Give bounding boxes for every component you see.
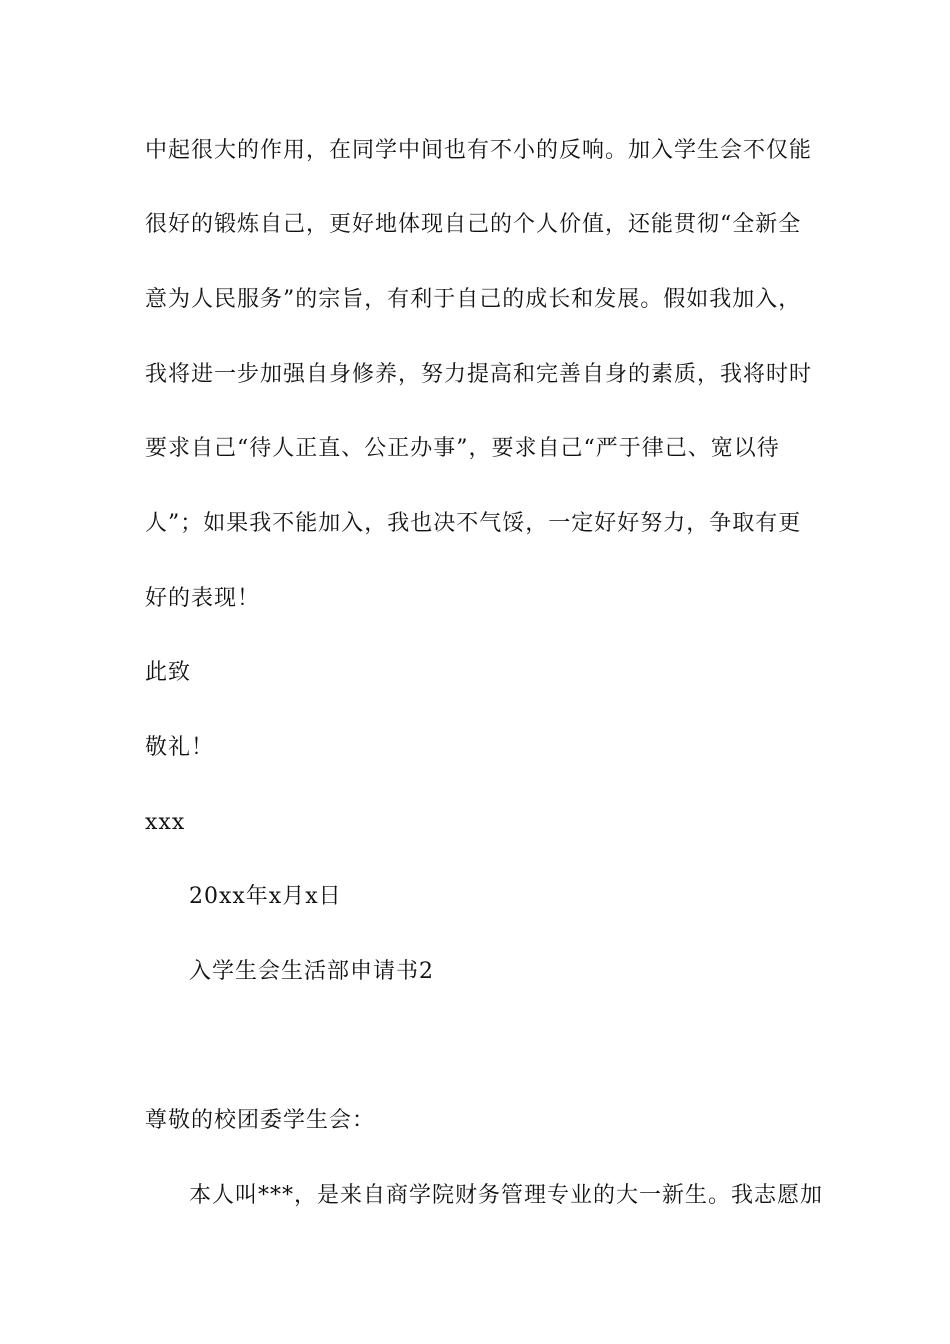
signature: xxx <box>145 810 186 835</box>
paragraph-line-1: 中起很大的作用，在同学中间也有不小的反响。加入学生会不仅能 <box>145 138 813 163</box>
body-paragraph-start: 本人叫***，是来自商学院财务管理专业的大一新生。我志愿加 <box>189 1183 824 1208</box>
paragraph-line-3: 意为人民服务”的宗旨，有利于自己的成长和发展。假如我加入， <box>145 287 802 312</box>
paragraph-line-7: 好的表现！ <box>145 586 261 611</box>
paragraph-line-4: 我将进一步加强自身修养，努力提高和完善自身的素质，我将时时 <box>145 362 813 387</box>
closing-salute: 敬礼！ <box>145 735 215 760</box>
paragraph-line-6: 人”；如果我不能加入，我也决不气馁，一定好好努力，争取有更 <box>145 511 802 536</box>
closing-greeting: 此致 <box>145 660 192 685</box>
paragraph-line-5: 要求自己“待人正直、公正办事”，要求自己“严于律己、宽以待 <box>145 436 780 461</box>
paragraph-line-2: 很好的锻炼自己，更好地体现自己的个人价值，还能贯彻“全新全 <box>145 212 802 237</box>
salutation: 尊敬的校团委学生会： <box>145 1108 376 1133</box>
section-title: 入学生会生活部申请书2 <box>189 959 434 984</box>
date: 20xx年x月x日 <box>189 884 342 909</box>
